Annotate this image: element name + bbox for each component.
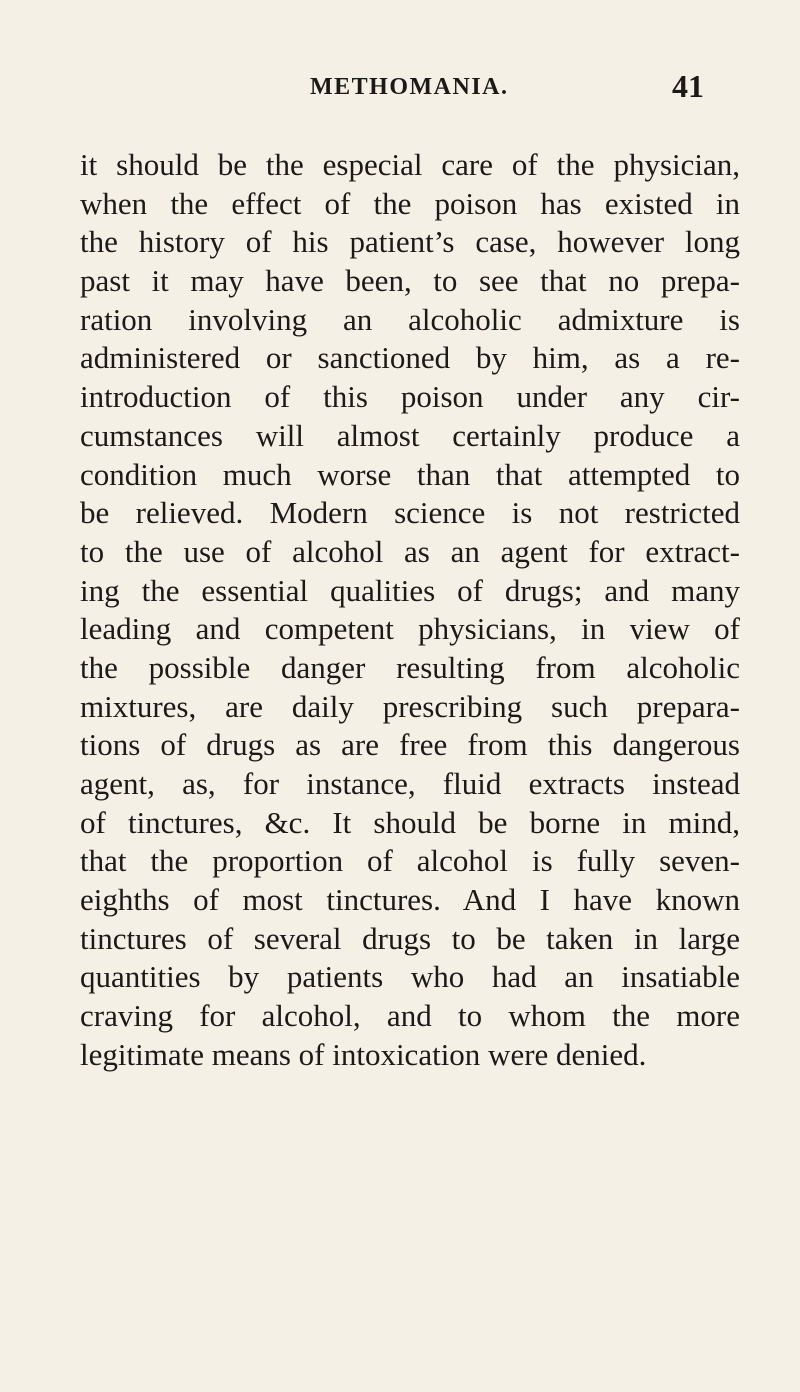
text-line: craving for alcohol, and to whom the more: [80, 998, 740, 1034]
body-paragraph: [80, 146, 740, 1075]
text-line: the possible danger resulting from alcoholic: [80, 649, 740, 685]
text-line: to the use of alcohol as an agent for extract-: [80, 533, 740, 569]
text-line: leading and competent physicians, in view of: [80, 611, 740, 647]
text-line: past it may have been, to see that no prepa-: [80, 263, 740, 299]
text-line: tinctures of several drugs to be taken in large: [80, 920, 740, 956]
text-line: condition much worse than that attempted to: [80, 456, 740, 492]
text-line: it should be the especial care of the physician,: [80, 147, 740, 182]
text-line: eighths of most tinctures. And I have known: [80, 882, 740, 918]
text-line: legitimate means of intoxication were denied.: [80, 1036, 647, 1072]
running-head: [0, 68, 800, 108]
text-line: of tinctures, &c. It should be borne in mind,: [80, 804, 740, 840]
text-line: ration involving an alcoholic admixture is: [80, 301, 740, 337]
text-line: introduction of this poison under any cir-: [80, 379, 740, 415]
text-line: when the effect of the poison has existed in: [80, 185, 740, 221]
text-line: mixtures, are daily prescribing such prepara-: [80, 688, 740, 724]
text-line: tions of drugs as are free from this dangerous: [80, 727, 740, 763]
text-line: be relieved. Modern science is not restricted: [80, 495, 740, 531]
text-line: the history of his patient’s case, however long: [80, 224, 740, 260]
text-line: administered or sanctioned by him, as a re-: [80, 340, 740, 376]
text-line: cumstances will almost certainly produce a: [80, 417, 740, 453]
text-line: ing the essential qualities of drugs; and many: [80, 572, 740, 608]
text-line: agent, as, for instance, fluid extracts instead: [80, 766, 740, 801]
text-line: quantities by patients who had an insatiable: [80, 959, 740, 995]
running-title: METHOMANIA.: [310, 74, 509, 100]
text-line: that the proportion of alcohol is fully seven-: [80, 843, 740, 879]
page-number: 41: [672, 68, 704, 104]
